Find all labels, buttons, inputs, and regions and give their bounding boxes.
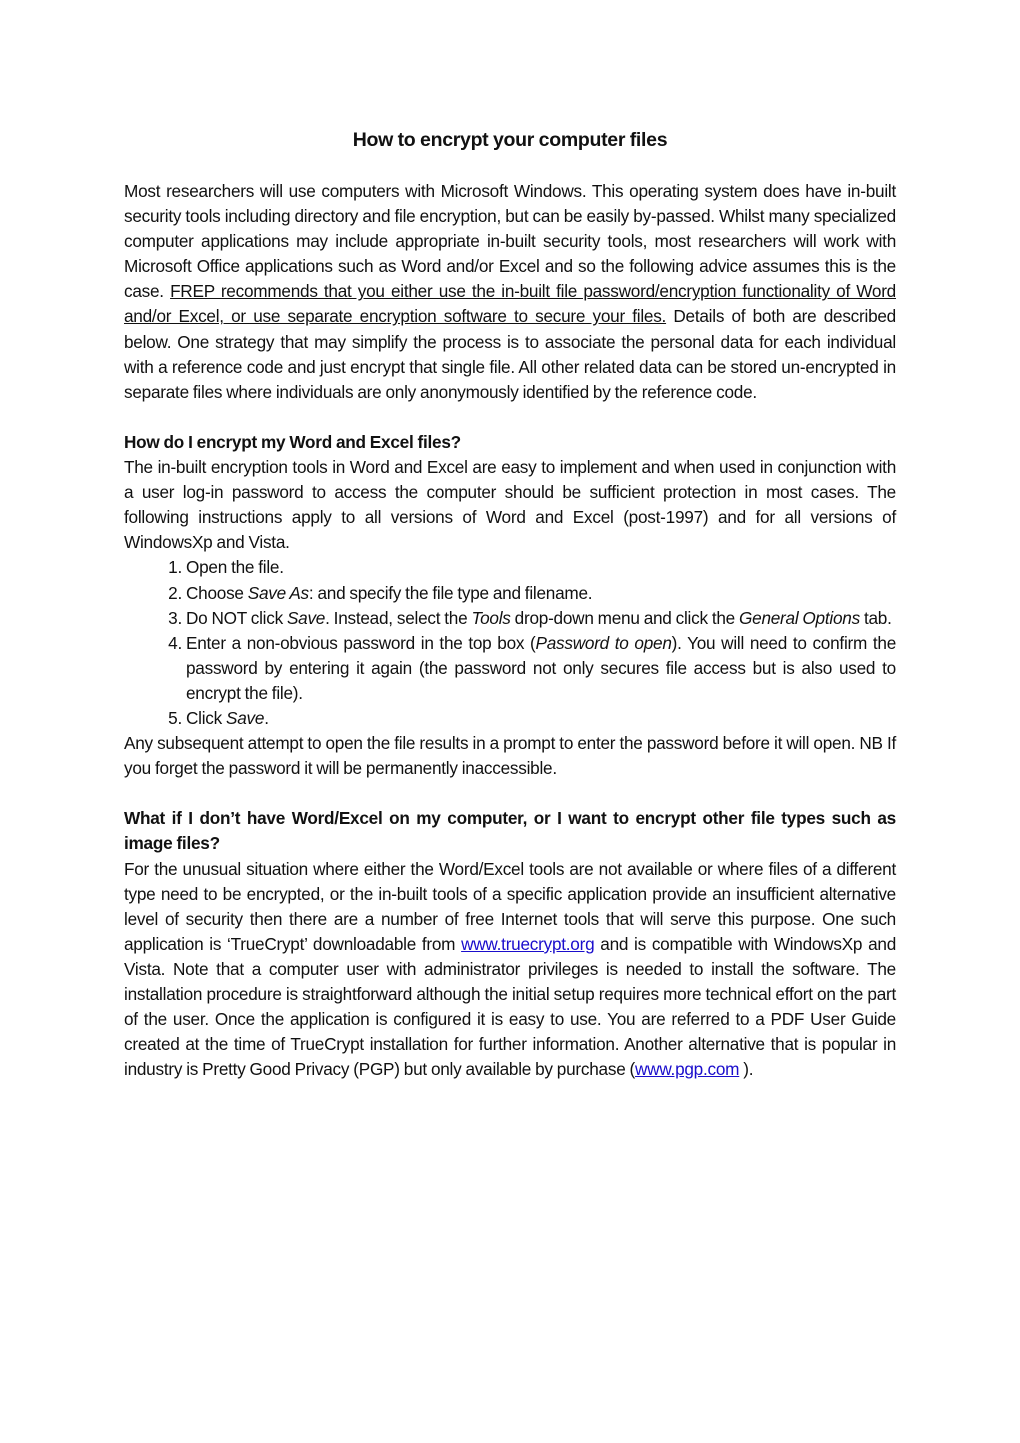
step-emphasis: Password to open (535, 632, 672, 653)
spacer (124, 781, 896, 806)
step-text: . Instead, select the (325, 607, 472, 628)
step-item (186, 631, 896, 706)
step-text: : and specify the file type and filename. (308, 582, 593, 603)
truecrypt-link[interactable]: www.truecrypt.org (461, 933, 595, 954)
step-text: . (264, 707, 269, 728)
step-emphasis: Save (286, 607, 326, 628)
step-text: Enter a non-obvious password in the top box ( (186, 632, 536, 653)
step-emphasis: Save As (247, 582, 309, 603)
section2-text-part2: and is compatible with WindowsXp and Vista. Note that a computer user with administrator privileges is needed to install the software. The installation procedure is straightforward although the initial setup requires more technical effort on the part of the user. Once the application is configured it is easy to use. You are referred to a PDF User Guide created at the time of TrueCrypt installation for further information. Another alternative that is popular in industry is Pretty Good Privacy (PGP) but only available by purchase ( (124, 933, 896, 1080)
intro-paragraph (124, 179, 896, 405)
intro-text-part2: Details of both are described below. One strategy that may simplify the process is to associate the personal data for each individual with a reference code and just encrypt that single file. All other related data can be stored un-encrypted in separate files where individuals are only anonymously identified by the reference code. (124, 306, 896, 402)
step-text: ). You will need to confirm the password by entering it again (the password not only secures file access but is also used to encrypt the file). (186, 632, 896, 703)
step-item (186, 555, 896, 580)
step-item (186, 581, 896, 606)
step-text: Open the file. (186, 557, 284, 578)
step-text: drop-down menu and click the (510, 607, 740, 628)
section1-heading: How do I encrypt my Word and Excel files? (124, 431, 461, 452)
step-emphasis: Save (226, 707, 265, 728)
document-page (124, 126, 896, 1082)
section1-footer: Any subsequent attempt to open the file results in a prompt to enter the password before it will open. NB If you forget the password it will be permanently inaccessible. (124, 733, 896, 779)
step-emphasis: Tools (471, 607, 511, 628)
intro-text-part1: Most researchers will use computers with Microsoft Windows. This operating system does have in-built security tools including directory and file encryption, but can be easily by-passed. Whilst many specialized computer applications may include appropriate in-built security tools, most researchers will work with Microsoft Office applications such as Word and/or Excel and so the following advice assumes this is the case. (124, 181, 896, 302)
spacer (124, 405, 896, 430)
section2-heading: What if I don’t have Word/Excel on my computer, or I want to encrypt other file types such as image files? (124, 808, 896, 854)
frep-recommendation: FREP recommends that you either use the in-built file password/encryption functionality of Word and/or Excel, or use separate encryption software to secure your files. (124, 281, 896, 327)
step-emphasis: General Options (739, 607, 860, 628)
step-item (186, 606, 896, 631)
step-text: Choose (186, 582, 248, 603)
section2-text-part1: For the unusual situation where either the Word/Excel tools are not available or where files of a different type need to be encrypted, or the in-built tools of a specific application provide an insufficient alternative level of security then there are a number of free Internet tools that will serve this purpose. One such application is ‘TrueCrypt’ downloadable from (124, 858, 896, 954)
document-title: How to encrypt your computer files (352, 129, 668, 151)
pgp-link[interactable]: www.pgp.com (635, 1059, 740, 1080)
encryption-steps-list (124, 555, 896, 731)
section2-text-part3: ). (739, 1059, 754, 1080)
section2-body (124, 857, 896, 1083)
step-text: tab. (859, 607, 892, 628)
step-text: Do NOT click (186, 607, 287, 628)
step-text: Click (186, 707, 227, 728)
step-item (186, 706, 896, 731)
section1-body: The in-built encryption tools in Word and Excel are easy to implement and when used in conjunction with a user log-in password to access the computer should be sufficient protection in most cases. The following instructions apply to all versions of Word and Excel (post-1997) and for all versions of WindowsXp and Vista. (124, 457, 896, 553)
